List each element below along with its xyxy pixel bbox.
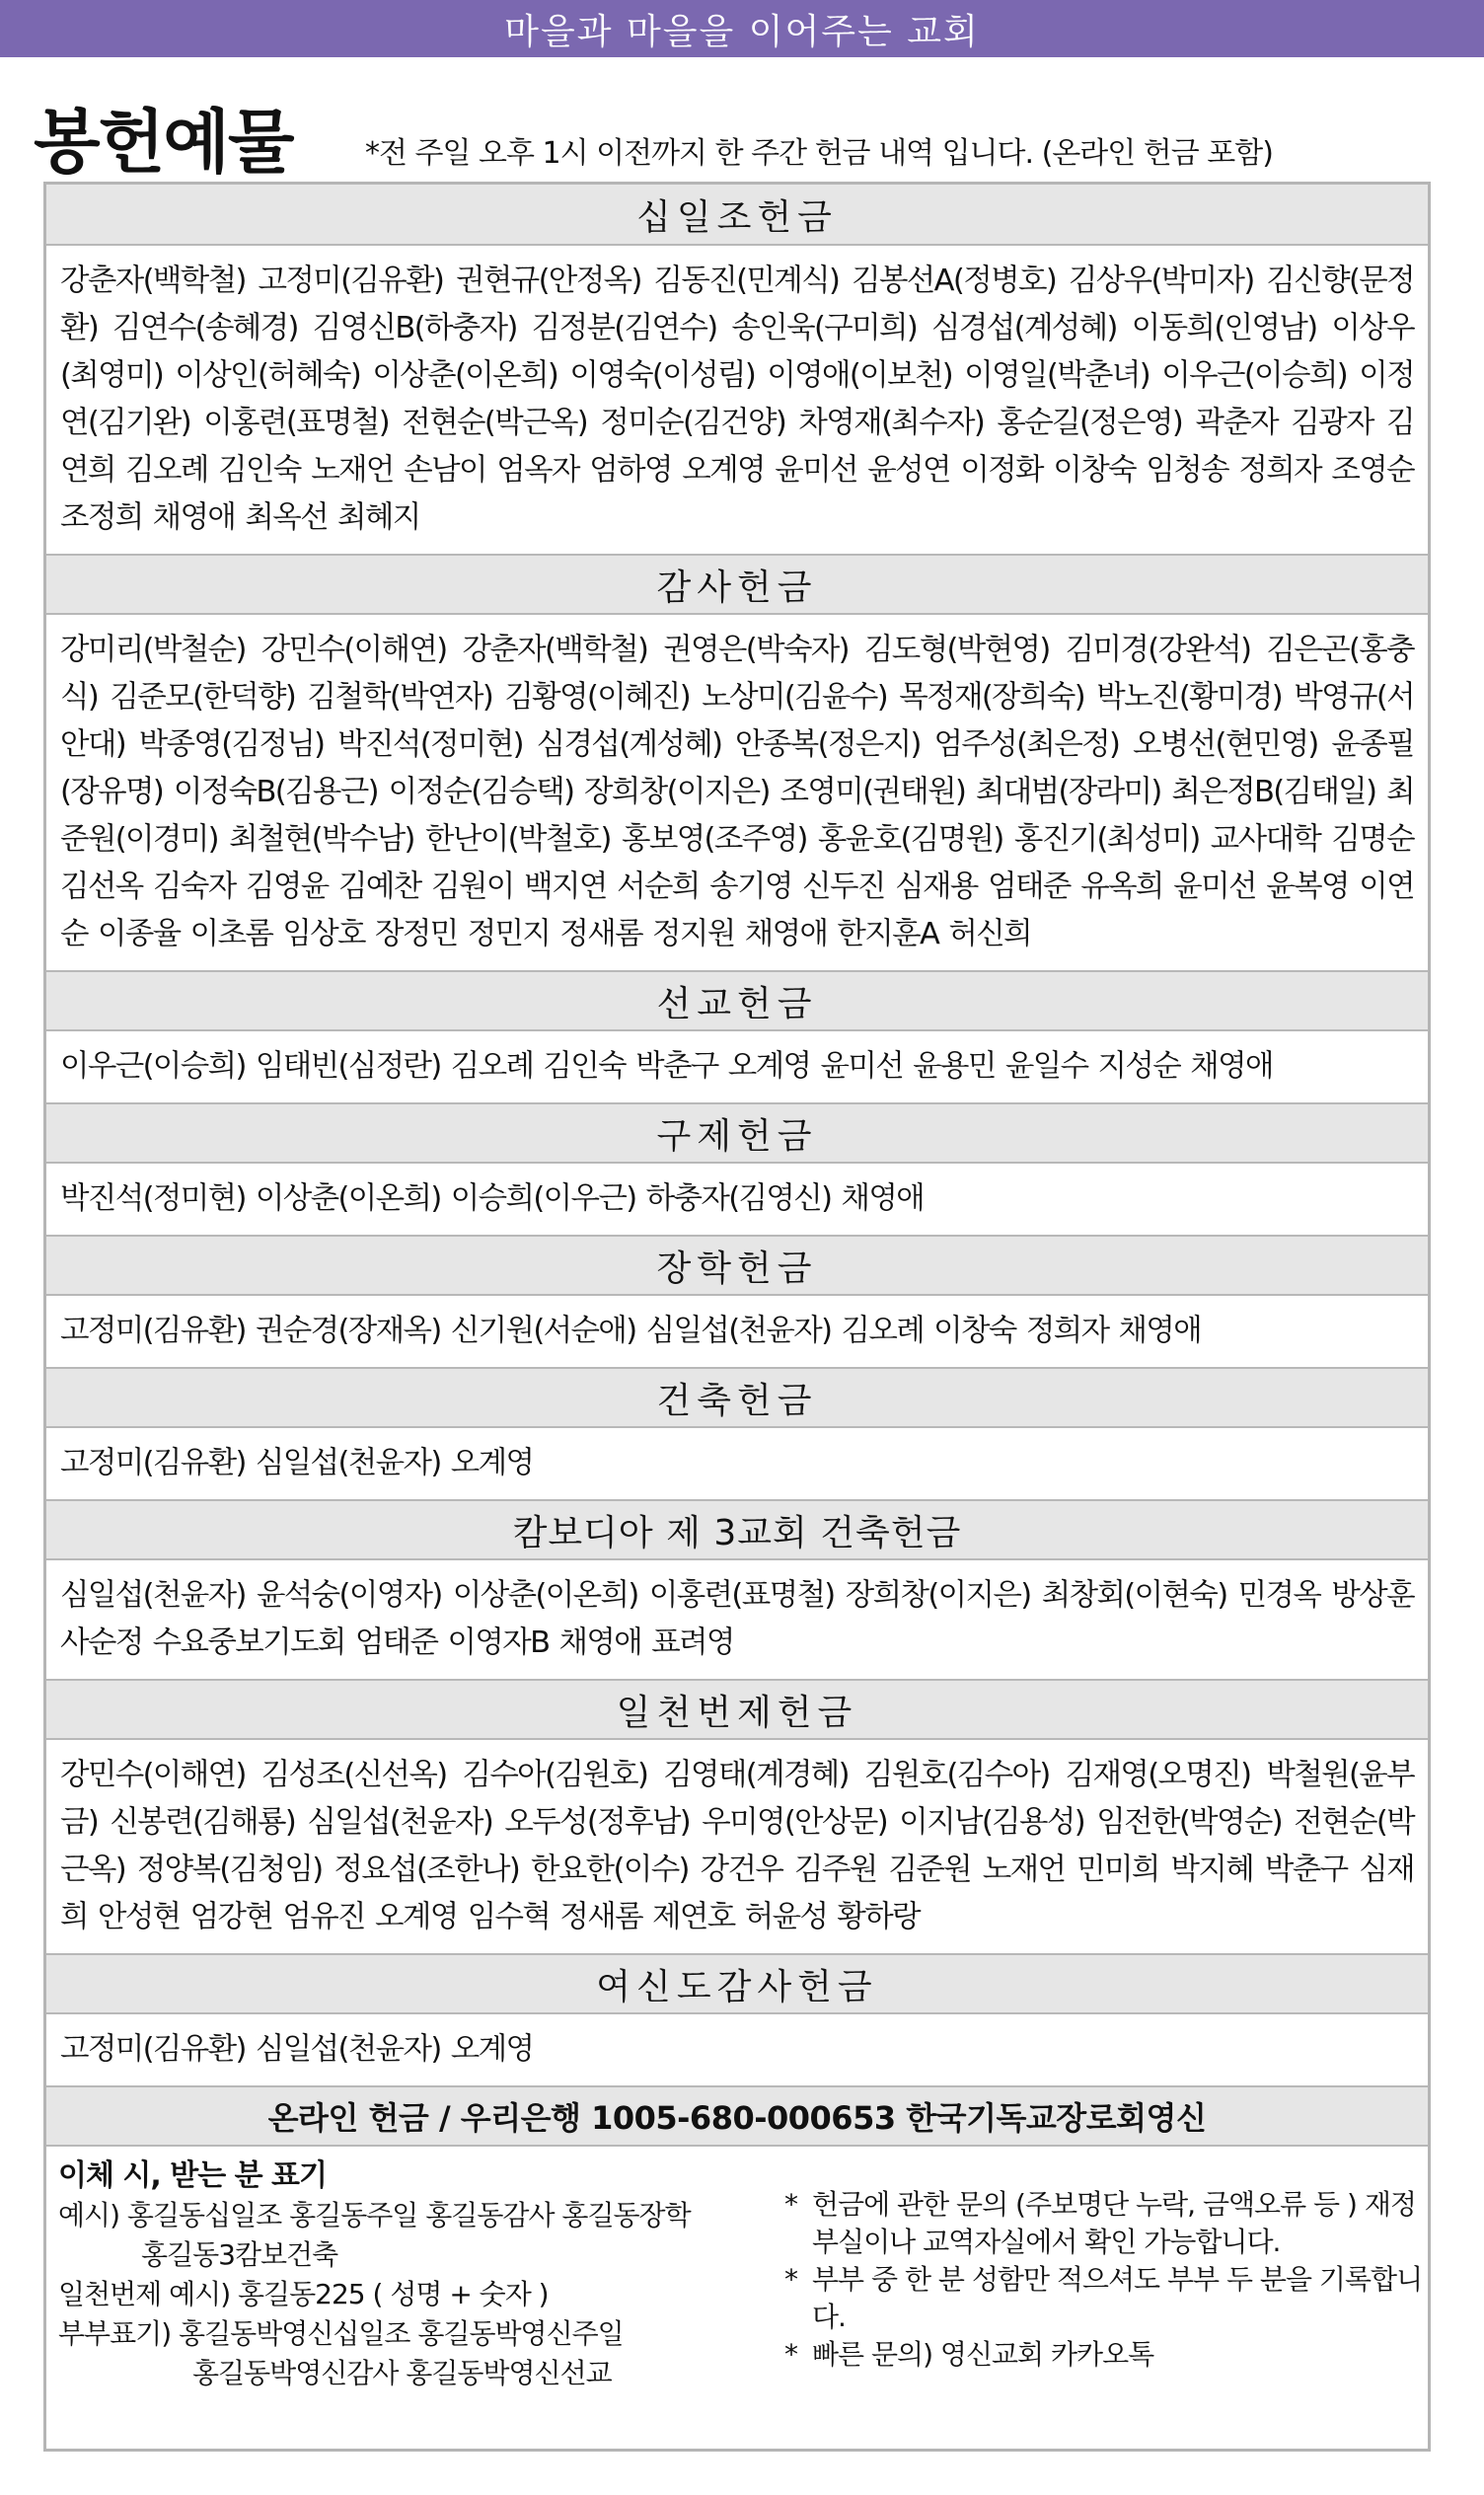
asterisk-marker: * bbox=[784, 2338, 797, 2371]
section-heading-mission: 선교헌금 bbox=[46, 970, 1428, 1031]
section-names-building: 고정미(김유환) 심일섭(천윤자) 오계영 bbox=[60, 1446, 534, 1480]
transfer-example-line: 부부표기) 홍길동박영신십일조 홍길동박영신주일 bbox=[58, 2317, 624, 2350]
section-heading-building: 건축헌금 bbox=[46, 1367, 1428, 1428]
footer-info bbox=[46, 2147, 1428, 2389]
section-heading-women-thanks: 여신도감사헌금 bbox=[46, 1953, 1428, 2014]
top-banner: 마을과 마을을 이어주는 교회 bbox=[0, 0, 1484, 57]
transfer-guide-title: 이체 시, 받는 분 표기 bbox=[58, 2158, 328, 2193]
section-names-mission: 이우근(이승희) 임태빈(심정란) 김오례 김인숙 박춘구 오계영 윤미선 윤용민 윤일수 지성순 채영애 bbox=[60, 1049, 1273, 1084]
transfer-example-line: 일천번제 예시) 홍길동225 ( 성명 + 숫자 ) bbox=[58, 2278, 549, 2310]
section-names-relief: 박진석(정미현) 이상춘(이온희) 이승희(이우근) 하충자(김영신) 채영애 bbox=[60, 1181, 925, 1216]
inquiry-notes bbox=[784, 2186, 1426, 2374]
page-title: 봉헌예물 bbox=[34, 102, 293, 183]
section-heading-relief: 구제헌금 bbox=[46, 1102, 1428, 1164]
transfer-example-line: 홍길동3캄보건축 bbox=[141, 2238, 338, 2271]
note-item bbox=[784, 2261, 1426, 2336]
title-note: *전 주일 오후 1시 이전까지 한 주간 헌금 내역 입니다. (온라인 헌금 포함) bbox=[365, 136, 1273, 171]
title-row bbox=[0, 57, 1484, 182]
note-item bbox=[784, 2186, 1426, 2261]
online-account-bar: 온라인 헌금 / 우리은행 1005-680-000653 한국기독교장로회영신 bbox=[46, 2085, 1428, 2147]
section-names-tithe: 강춘자(백학철) 고정미(김유환) 권현규(안정옥) 김동진(민계식) 김봉선A(정병호) 김상우(박미자) 김신향(문정환) 김연수(송혜경) 김영신B(하충자) 김정분(김연수) 송인욱(구미희) 심경섭(계성혜) 이동희(인영남) 이상우(최영미) 이상인(허혜숙) 이상춘(이온희) 이영숙(이성림) 이영애(이보천) 이영일(박춘녀) 이우근(이승희) 이정연(김기완) 이홍련(표명철) 전현순(박근옥) 정미순(김건양) 차영재(최수자) 홍순길(정은영) 곽춘자 김광자 김연희 김오례 김인숙 노재언 손남이 엄옥자 엄하영 오계영 윤미선 윤성연 이정화 이창숙 임청송 정희자 조영순 조정희 채영애 최옥선 최혜지 bbox=[60, 264, 1414, 535]
section-heading-cambodia: 캄보디아 제 3교회 건축헌금 bbox=[46, 1499, 1428, 1560]
section-heading-thousand: 일천번제헌금 bbox=[46, 1679, 1428, 1740]
note-item bbox=[784, 2336, 1426, 2374]
section-heading-scholarship: 장학헌금 bbox=[46, 1235, 1428, 1296]
section-names-thanks: 강미리(박철순) 강민수(이해연) 강춘자(백학철) 권영은(박숙자) 김도형(박현영) 김미경(강완석) 김은곤(홍충식) 김준모(한덕향) 김철학(박연자) 김황영(이혜진) 노상미(김윤수) 목정재(장희숙) 박노진(황미경) 박영규(서안대) 박종영(김정님) 박진석(정미현) 심경섭(계성혜) 안종복(정은지) 엄주성(최은정) 오병선(현민영) 윤종필(장유명) 이정숙B(김용근) 이정순(김승택) 장희창(이지은) 조영미(권태원) 최대범(장라미) 최은정B(김태일) 최준원(이경미) 최철현(박수남) 한난이(박철호) 홍보영(조주영) 홍윤호(김명원) 홍진기(최성미) 교사대학 김명순 김선옥 김숙자 김영윤 김예찬 김원이 백지연 서순희 송기영 신두진 심재용 엄태준 유옥희 윤미선 윤복영 이연순 이종율 이초롬 임상호 장정민 정민지 정새롬 정지원 채영애 한지훈A 허신희 bbox=[60, 633, 1414, 951]
section-names-scholarship: 고정미(김유환) 권순경(장재옥) 신기원(서순애) 심일섭(천윤자) 김오례 이창숙 정희자 채영애 bbox=[60, 1314, 1202, 1348]
transfer-example-line: 홍길동박영신감사 홍길동박영신선교 bbox=[192, 2357, 612, 2389]
asterisk-marker: * bbox=[784, 2263, 797, 2296]
transfer-guide bbox=[58, 2156, 808, 2393]
note-text: 헌금에 관한 문의 (주보명단 누락, 금액오류 등 ) 재정부실이나 교역자실에서 확인 가능합니다. bbox=[812, 2188, 1416, 2258]
section-names-thousand: 강민수(이해연) 김성조(신선옥) 김수아(김원호) 김영태(계경혜) 김원호(김수아) 김재영(오명진) 박철원(윤부금) 신봉련(김해룡) 심일섭(천윤자) 오두성(정후남) 우미영(안상문) 이지남(김용성) 임전한(박영순) 전현순(박근옥) 정양복(김청임) 정요섭(조한나) 한요한(이수) 강건우 김주원 김준원 노재언 민미희 박지혜 박춘구 심재희 안성현 엄강현 엄유진 오계영 임수혁 정새롬 제연호 허윤성 황하랑 bbox=[60, 1758, 1414, 1934]
asterisk-marker: * bbox=[784, 2188, 797, 2221]
offering-list-box bbox=[43, 182, 1431, 2452]
section-names-cambodia: 심일섭(천윤자) 윤석숭(이영자) 이상춘(이온희) 이홍련(표명철) 장희창(이지은) 최창회(이현숙) 민경옥 방상훈 사순정 수요중보기도회 엄태준 이영자B 채영애 표려영 bbox=[60, 1578, 1414, 1660]
section-heading-thanks: 감사헌금 bbox=[46, 554, 1428, 615]
note-text: 빠른 문의) 영신교회 카카오톡 bbox=[812, 2338, 1154, 2371]
note-text: 부부 중 한 분 성함만 적으셔도 부부 두 분을 기록합니다. bbox=[812, 2263, 1423, 2333]
section-names-women-thanks: 고정미(김유환) 심일섭(천윤자) 오계영 bbox=[60, 2032, 534, 2067]
transfer-example-line: 예시) 홍길동십일조 홍길동주일 홍길동감사 홍길동장학 bbox=[58, 2199, 691, 2231]
section-heading-tithe: 십일조헌금 bbox=[46, 185, 1428, 246]
